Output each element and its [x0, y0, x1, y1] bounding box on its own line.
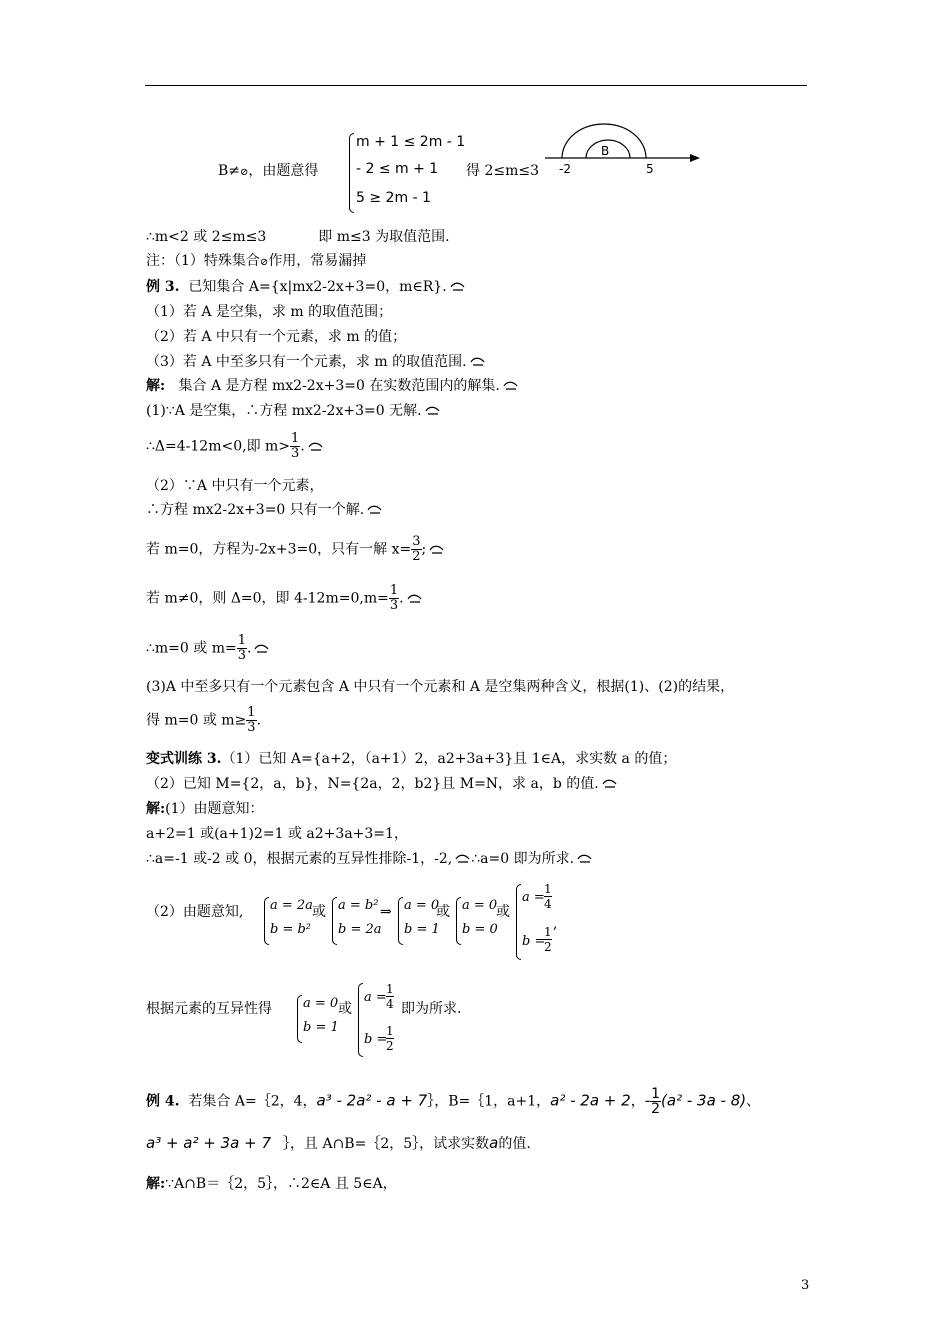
- fraction: $\frac{1}{3}$: [247, 705, 256, 735]
- page-number: 3: [801, 1278, 810, 1293]
- or-3: 或: [496, 904, 510, 920]
- ex4-expr2: a² - 2a + 2: [550, 1091, 631, 1110]
- return-mark-icon: [429, 545, 445, 555]
- fraction: $\frac{1}{3}$: [237, 633, 247, 663]
- return-mark-icon: [455, 854, 471, 864]
- ex3-s5: 若 m=0，方程为-2x+3=0，只有一解 x=: [146, 541, 412, 558]
- system-7: a = 1 4 b = 1 2: [364, 982, 394, 1053]
- ex3-s8: (3)A 中至多只有一个元素包含 A 中只有一个元素和 A 是空集两种含义，根据(1)、(2)的结果，: [146, 679, 735, 695]
- var3-s3b: ∴a=0 即为所求.: [471, 851, 575, 867]
- var3-sol-line: [146, 800, 264, 818]
- system-5: a = 1 4 b = 1 2: [522, 882, 552, 954]
- line1-b: 即 m≤3 为取值范围.: [318, 229, 450, 245]
- or-1: 或: [312, 904, 326, 920]
- return-mark-icon: [425, 406, 441, 416]
- fraction: $\frac{3}{2}$: [412, 534, 421, 564]
- ex3-q3-line: [146, 353, 486, 371]
- line1: [146, 228, 450, 246]
- sol-label: 解:: [146, 378, 166, 394]
- ex3-s9: 得 m=0 或 m≥: [146, 712, 247, 729]
- var3-s3a: ∴a=-1 或-2 或 0，根据元素的互异性排除-1，-2,: [146, 851, 453, 867]
- brace: [456, 897, 461, 945]
- ex3-s7: ∴m=0 或 m=: [146, 640, 237, 657]
- ex4-sol-line: [146, 1175, 397, 1193]
- return-mark-icon: [602, 779, 618, 789]
- brace: [264, 897, 269, 945]
- ex3-s4: ∴方程 mx2-2x+3=0 只有一个解.: [146, 502, 365, 518]
- brace: [332, 897, 337, 945]
- ex4-line2: [146, 1134, 531, 1153]
- ineq-1: m + 1 ≤ 2m - 1: [356, 134, 466, 150]
- return-mark-icon: [254, 644, 270, 654]
- note-line: [146, 252, 366, 272]
- fraction: $\frac{1}{3}$: [291, 431, 300, 461]
- ex3-s2-line: ∴Δ=4-12m<0,即 m> $\frac{1}{3}$ .: [146, 432, 324, 461]
- implies-icon: ⇒: [380, 904, 392, 920]
- ex3-s1-line: [146, 402, 441, 420]
- ex4-t2: ｝，B=｛1，a+1，: [427, 1093, 551, 1110]
- var3-label: 变式训练 3.: [146, 751, 222, 767]
- var3-q2: （2）已知 M={2，a，b}，N={2a，2，b2}且 M=N，求 a，b 的值.: [146, 776, 599, 792]
- ex3-s5-line: 若 m=0，方程为-2x+3=0，只有一解 x= $\frac{3}{2}$ ;: [146, 535, 445, 564]
- or-2: 或: [436, 904, 450, 920]
- return-mark-icon: [450, 282, 466, 292]
- brace: [358, 983, 363, 1057]
- ex3-s2: ∴Δ=4-12m<0,即 m>: [146, 438, 291, 455]
- return-mark-icon: [308, 442, 324, 452]
- header-rule: [145, 85, 807, 86]
- label-set: B: [601, 144, 610, 158]
- ex3-sol: 集合 A 是方程 mx2-2x+3=0 在实数范围内的解集.: [178, 378, 500, 394]
- ex3-s6-line: 若 m≠0，则 Δ=0，即 4-12m=0,m= $\frac{1}{3}$ .: [146, 584, 423, 613]
- ex4-t5: ｝，且 A∩B=｛2，5｝，试求实数: [283, 1136, 490, 1152]
- b-line: [218, 162, 318, 182]
- line1-a: ∴m<2 或 2≤m≤3: [146, 229, 267, 245]
- ex3-title: [146, 278, 466, 296]
- system-2: a = b² b = 2a: [338, 898, 382, 937]
- note-b: 作用，常易漏掉: [268, 253, 367, 269]
- return-mark-icon: [503, 381, 519, 391]
- arrow-head-icon: [690, 154, 700, 162]
- sol-label: 解:: [146, 801, 166, 817]
- ex3-label: 例 3.: [146, 279, 180, 295]
- brace: [398, 897, 403, 945]
- label-left: -2: [559, 162, 571, 176]
- ex3-sol-line: [146, 377, 519, 395]
- brace: [297, 995, 302, 1043]
- ex3-s6: 若 m≠0，则 Δ=0，即 4-12m=0,m=: [146, 590, 389, 607]
- var3-title: [146, 750, 676, 768]
- ex3-s7-line: ∴m=0 或 m= $\frac{1}{3}$ .: [146, 634, 270, 663]
- ex3-q1: （1）若 A 是空集，求 m 的取值范围；: [146, 304, 393, 320]
- ex3-text: 已知集合 A={x|mx2-2x+3=0，m∈R}.: [188, 279, 447, 295]
- ex4-expr3: (a² - 3a - 8): [661, 1091, 747, 1110]
- b-mid: ，由题意得: [248, 163, 319, 179]
- system-3: a = 0 b = 1: [404, 898, 440, 937]
- b-result: 得 2≤m≤3: [466, 163, 540, 179]
- return-mark-icon: [577, 854, 593, 864]
- ex4-expr1: a³ - 2a² - a + 7: [316, 1091, 428, 1110]
- var3-s1: (1）由题意知：: [165, 801, 264, 817]
- var3-q2-line: [146, 775, 618, 793]
- label-right: 5: [646, 162, 654, 176]
- number-line-diagram: [540, 122, 700, 182]
- ex4-t1: 若集合 A=｛2，4，: [188, 1093, 317, 1110]
- ex4-t6: 的值.: [498, 1136, 531, 1152]
- note-a: 注：（1）特殊集合: [146, 253, 260, 269]
- ex3-s4-line: [146, 501, 383, 519]
- ex3-s1: (1)∵A 是空集，∴方程 mx2-2x+3=0 无解.: [146, 403, 422, 419]
- ex3-q3: （3）若 A 中至多只有一个元素，求 m 的取值范围.: [146, 354, 467, 370]
- system-brace: [349, 133, 354, 213]
- emptyset-icon: ⊘: [240, 167, 249, 178]
- var3-s5a: 根据元素的互异性得: [146, 1001, 272, 1017]
- emptyset-icon: ⊘: [259, 257, 269, 268]
- var3-s5b: 即为所求.: [401, 1001, 462, 1017]
- var3-q1: （1）已知 A={a+2，（a+1）2，a2+3a+3}且 1∈A，求实数 a 的值；: [221, 751, 677, 767]
- ex4-line1: 例 4. 若集合 A=｛2，4，a³ - 2a² - a + 7｝，B=｛1，a+1，a² - 2a + 2，- $\frac{1}{2}$ (a² - 3a - 8)、: [146, 1086, 761, 1117]
- ex3-s3: （2）∵A 中只有一个元素，: [146, 478, 324, 494]
- ineq-2: - 2 ≤ m + 1: [356, 161, 439, 177]
- ex4-t3: ，: [630, 1093, 645, 1110]
- return-mark-icon: [367, 505, 383, 515]
- return-mark-icon: [470, 357, 486, 367]
- ex3-q2: （2）若 A 中只有一个元素，求 m 的值；: [146, 329, 407, 345]
- fraction: $\frac{1}{2}$: [651, 1086, 661, 1117]
- return-mark-icon: [407, 594, 423, 604]
- ineq-3: 5 ≥ 2m - 1: [356, 190, 431, 206]
- ex4-sol: ∵A∩B＝｛2，5｝，∴2∈A 且 5∈A，: [165, 1176, 397, 1192]
- b-prefix: B≠: [218, 163, 241, 179]
- ex3-s9-line: 得 m=0 或 m≥ $\frac{1}{3}$ .: [146, 705, 262, 735]
- ex4-var: a: [489, 1134, 499, 1152]
- b-system: [356, 134, 466, 214]
- or-4: 或: [338, 1001, 352, 1017]
- var3-s4a: （2）由题意知,: [146, 904, 244, 920]
- system-6: a = 0 b = 1: [303, 996, 339, 1035]
- var3-s2: a+2=1 或(a+1)2=1 或 a2+3a+3=1，: [146, 826, 408, 842]
- sol-label: 解:: [146, 1176, 166, 1192]
- var3-s3-line: [146, 850, 593, 868]
- comma: ,: [553, 916, 558, 932]
- system-4: a = 0 b = 0: [462, 898, 498, 937]
- system-1: a = 2a b = b²: [270, 898, 313, 937]
- ex4-expr4: a³ + a² + 3a + 7: [146, 1134, 272, 1152]
- ex4-label: 例 4.: [146, 1093, 180, 1110]
- fraction: $\frac{1}{3}$: [389, 583, 399, 613]
- ex4-t4: 、: [746, 1093, 761, 1110]
- brace: [516, 884, 521, 960]
